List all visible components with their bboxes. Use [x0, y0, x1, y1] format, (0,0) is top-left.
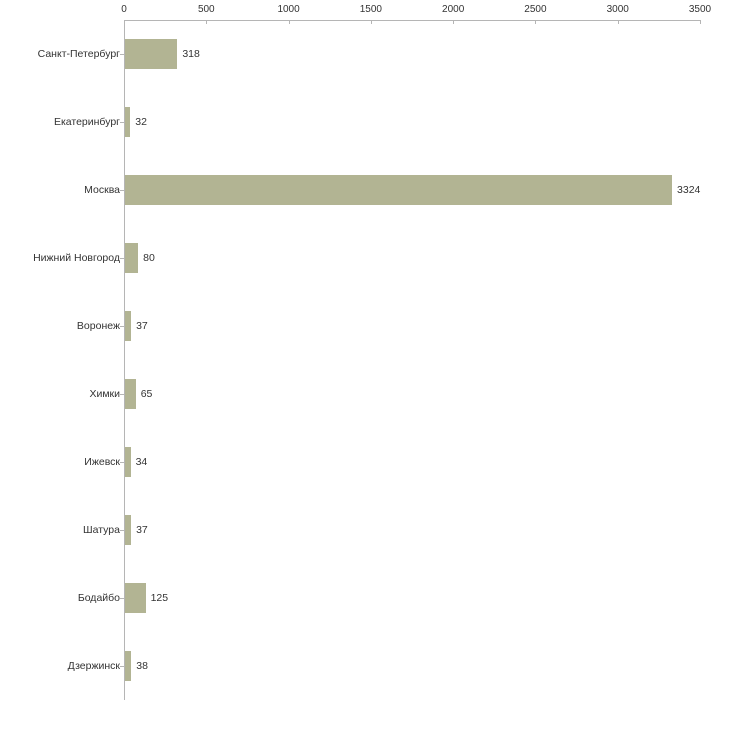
bar-value-label: 3324 — [677, 184, 701, 196]
bar-row — [0, 224, 730, 292]
y-tick-mark — [120, 462, 124, 463]
x-tick-label: 2500 — [524, 4, 547, 15]
bar[interactable] — [125, 447, 131, 477]
bar-value-label: 65 — [140, 388, 153, 400]
category-label: Екатеринбург — [53, 116, 120, 128]
bar-row — [0, 88, 730, 156]
x-tick-label: 2000 — [442, 4, 465, 15]
bar-row — [0, 428, 730, 496]
y-tick-mark — [120, 326, 124, 327]
bar-row — [0, 156, 730, 224]
bar-value-label: 34 — [135, 456, 148, 468]
y-tick-mark — [120, 54, 124, 55]
bar[interactable] — [125, 107, 130, 137]
category-label: Нижний Новгород — [33, 252, 120, 264]
bar[interactable] — [125, 583, 146, 613]
bar-value-label: 37 — [136, 524, 148, 536]
bar-row — [0, 292, 730, 360]
y-tick-mark — [120, 190, 124, 191]
category-label: Бодайбо — [77, 592, 120, 604]
bar-value-label: 38 — [136, 660, 148, 672]
x-tick-label: 0 — [121, 4, 127, 15]
bar[interactable] — [125, 243, 138, 273]
x-tick-label: 1000 — [277, 4, 300, 15]
x-tick-label: 1500 — [359, 4, 382, 15]
y-tick-mark — [120, 258, 124, 259]
bar-row — [0, 564, 730, 632]
y-tick-mark — [120, 666, 124, 667]
category-label: Химки — [89, 388, 120, 400]
bar[interactable] — [125, 311, 131, 341]
bar-value-label: 37 — [136, 320, 148, 332]
bar-row — [0, 20, 730, 88]
bar-value-label: 125 — [150, 592, 169, 604]
bar-row — [0, 632, 730, 700]
category-label: Москва — [84, 184, 120, 196]
y-tick-mark — [120, 598, 124, 599]
bar-row — [0, 496, 730, 564]
bar-value-label: 80 — [143, 252, 155, 264]
bar-row — [0, 360, 730, 428]
x-tick-label: 3000 — [606, 4, 629, 15]
bar[interactable] — [125, 175, 672, 205]
y-tick-mark — [120, 530, 124, 531]
bar-value-label: 318 — [182, 48, 200, 60]
category-label: Ижевск — [84, 456, 120, 468]
bar-value-label: 32 — [135, 116, 147, 128]
category-label: Дзержинск — [67, 660, 120, 672]
bar[interactable] — [125, 379, 136, 409]
bar[interactable] — [125, 651, 131, 681]
bar[interactable] — [125, 39, 177, 69]
category-label: Санкт-Петербург — [37, 48, 120, 60]
y-tick-mark — [120, 122, 124, 123]
category-label: Воронеж — [76, 320, 120, 332]
x-tick-label: 500 — [197, 4, 215, 15]
category-label: Шатура — [83, 524, 120, 536]
bar[interactable] — [125, 515, 131, 545]
x-tick-label: 3500 — [688, 4, 712, 15]
y-tick-mark — [120, 394, 124, 395]
